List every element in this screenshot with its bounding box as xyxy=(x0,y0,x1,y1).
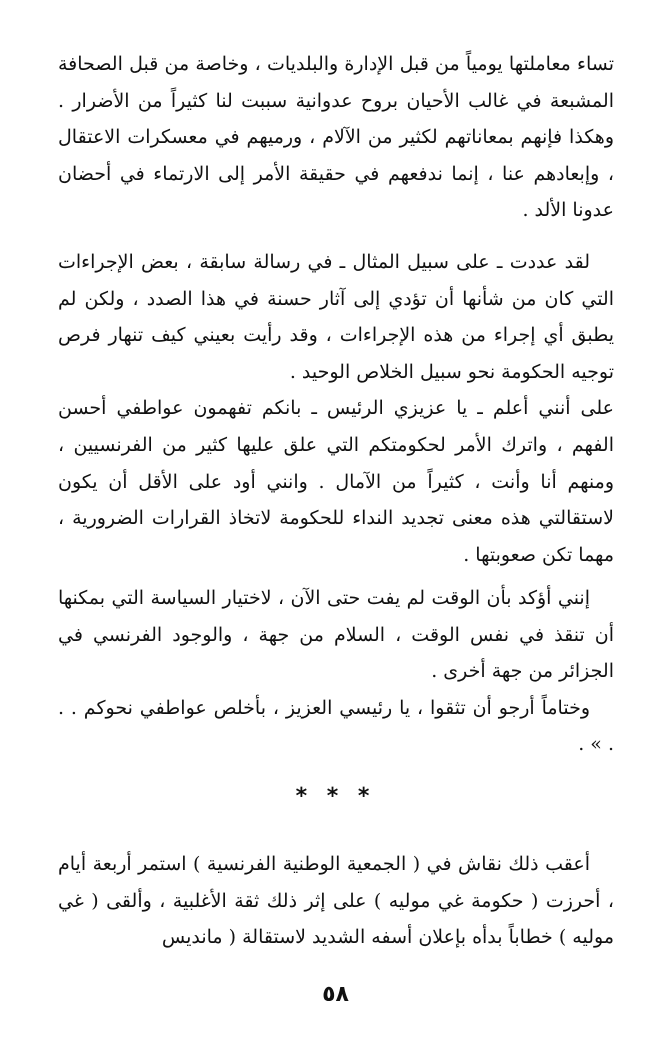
text-block-2 xyxy=(58,244,614,573)
paragraph-4: إنني أؤكد بأن الوقت لم يفت حتى الآن ، لاختيار السياسة التي بمكنها أن تنقذ في نفس الوقت ، السلام من جهة ، والوجود الفرنسي في الجزائر من جهة أخرى . xyxy=(58,587,614,683)
paragraph-3: على أنني أعلم ـ يا عزيزي الرئيس ـ بانكم تفهمون عواطفي أحسن الفهم ، واترك الأمر لحكومتكم التي علق عليها كثير من الفرنسيين ، ومنهم أنا وأنت ، كثيراً من الآمال . وانني أود على الأقل أن يكون لاستقالتي هذه معنى تجديد النداء للحكومة لاتخاذ القرارات الضرورية ، مهما تكن صعوبتها . xyxy=(58,397,615,566)
text-block-1 xyxy=(58,46,614,229)
paragraph-1: تساء معاملتها يومياً من قبل الإدارة والبلديات ، وخاصة من قبل الصحافة المشبعة في غالب الأحيان بروح عدوانية سببت لنا كثيراً من الأضرار . وهكذا فإنهم بمعاناتهم لكثير من الآلام ، ورميهم في معسكرات الاعتقال ، وإبعادهم عنا ، إنما ندفعهم في حقيقة الأمر إلى الارتماء في أحضان عدونا الألد . xyxy=(58,53,614,222)
paragraph-2: لقد عددت ـ على سبيل المثال ـ في رسالة سابقة ، بعض الإجراءات التي كان من شأنها أن تؤدي إلى آثار حسنة في هذا الصدد ، ولكن لم يطبق أي إجراء من هذه الإجراءات ، وقد رأيت بعيني كيف تنهار فرص توجيه الحكومة نحو سبيل الخلاص الوحيد . xyxy=(58,251,614,383)
paragraph-6: أعقب ذلك نقاش في ( الجمعية الوطنية الفرنسية ) استمر أربعة أيام ، أحرزت ( حكومة غي موليه ) على إثر ذلك ثقة الأغلبية ، وألقى ( غي موليه ) خطاباً بدأه بإعلان أسفه الشديد لاستقالة ( مانديس xyxy=(58,853,614,949)
text-block-3 xyxy=(58,580,614,763)
section-separator: * * * xyxy=(295,784,376,809)
text-block-4 xyxy=(58,846,614,956)
page-number: ٥٨ xyxy=(322,982,349,1007)
paragraph-5: وختاماً أرجو أن تثقوا ، يا رئيسي العزيز ، بأخلص عواطفي نحوكم . . . » . xyxy=(58,696,614,756)
